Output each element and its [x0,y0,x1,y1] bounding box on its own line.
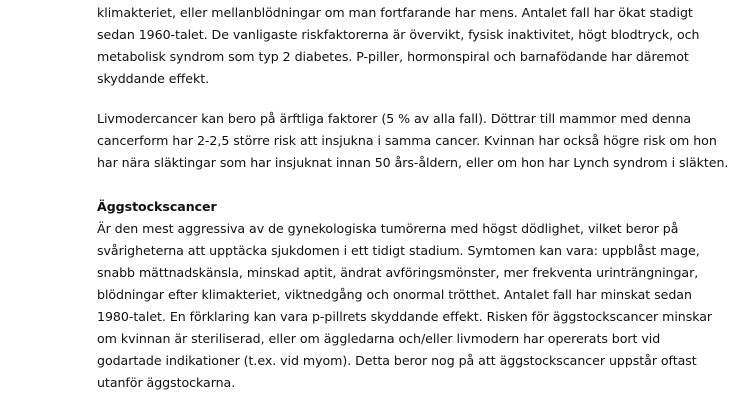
text-line: har nära släktingar som har insjuknat innan 50 års-åldern, eller om hon har Lynch syndrom i släkten. [97,155,729,170]
section-heading: Äggstockscancer [97,199,217,214]
text-line: om kvinnan är steriliserad, eller om äggledarna och/eller livmodern har opererats bort vid [97,331,661,346]
text-line: Livmodercancer kan bero på ärftliga faktorer (5 % av alla fall). Döttrar till mammor med denna [97,111,692,126]
text-line: 1980-talet. En förklaring kan vara p-pillrets skyddande effekt. Risken för äggstockscancer minskar [97,309,713,324]
text-line: sedan 1960-talet. De vanligaste riskfaktorerna är övervikt, fysisk inaktivitet, högt blodtryck, och [97,27,700,42]
text-line: utanför äggstockarna. [97,375,236,390]
text-line: klimakteriet, eller mellanblödningar om man fortfarande har mens. Antalet fall har ökat stadigt [97,5,693,20]
section-ovarian-cancer [97,196,717,394]
paragraph-heredity [97,108,729,174]
text-line: godartade indikationer (t.ex. vid myom). Detta beror nog på att äggstockscancer uppstår oftast [97,353,697,368]
text-line: snabb mättnadskänsla, minskad aptit, ändrat avföringsmönster, mer frekventa urinträngningar, [97,265,699,280]
text-line: metabolisk syndrom som typ 2 diabetes. P-piller, hormonspiral och barnafödande har däremot [97,49,689,64]
text-line: svårigheterna att upptäcka sjukdomen i ett tidigt stadium. Symtomen kan vara: uppblåst mage, [97,243,700,258]
paragraph-risk-factors [97,2,717,90]
text-line: blödningar efter klimakteriet, viktnedgång och onormal trötthet. Antalet fall har minskat sedan [97,287,692,302]
text-line: cancerform har 2-2,5 större risk att insjukna i samma cancer. Kvinnan har också högre risk om hon [97,133,717,148]
text-line: Är den mest aggressiva av de gynekologiska tumörerna med högst dödlighet, vilket beror på [97,221,679,236]
text-line: skyddande effekt. [97,71,210,86]
